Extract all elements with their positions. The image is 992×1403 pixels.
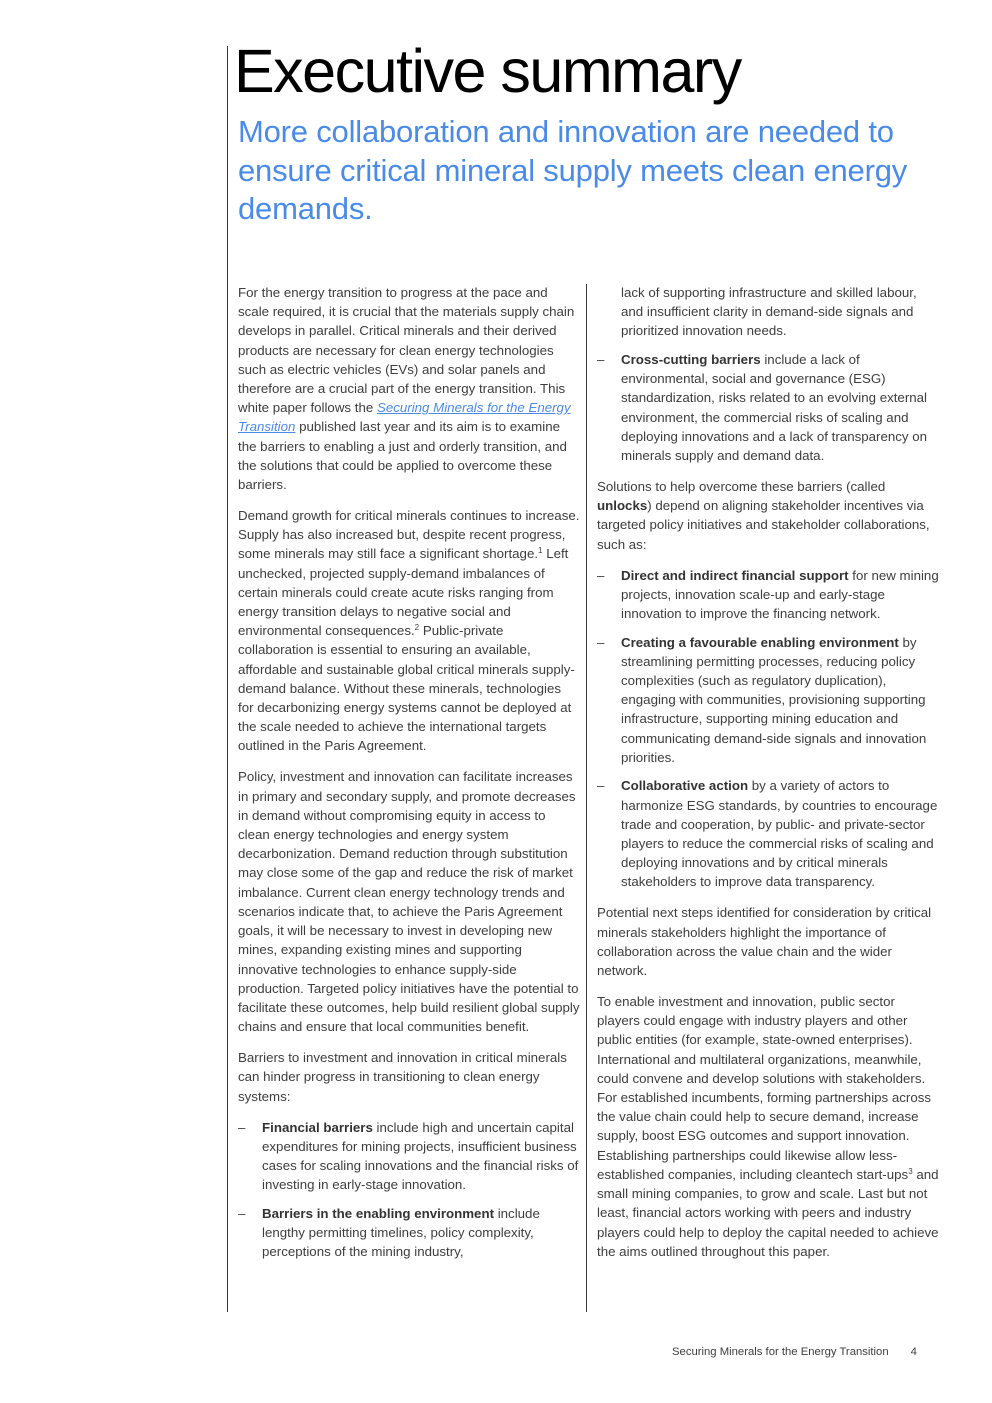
list-item-enabling-environment: – Creating a favourable enabling environment by streamlining permitting processes, reducing policy complexities (such as regulatory duplication), engaging with communities, provisioning supporting infrastructure, supporting mining education and communicating demand-side signals and innovation priorities. [597,634,927,765]
demand-growth-paragraph: Demand growth for critical minerals continues to increase. Supply has also increased but, despite recent progress, some minerals may still face a significant shortage.$^1$ Left unchecked, projected supply-demand imbalances of certain minerals could create acute risks ranging from energy transition delays to negative social and environmental consequences.$^2$ Public-private collaboration is essential to ensuring an available, affordable and sustainable global critical minerals supply-demand balance. Without these minerals, technologies for decarbonizing energy systems cannot be deployed at the scale needed to achieve the international targets outlined in the Paris Agreement. [238,508,580,754]
solutions-paragraph: Solutions to help overcome these barriers (called unlocks) depend on aligning stakeholder incentives via targeted policy initiatives and stakeholder collaborations, such as: [597,479,930,552]
list-item-collaborative-action: – Collaborative action by a variety of actors to harmonize ESG standards, by countries to encourage trade and cooperation, by public- and private-sector players to reduce the commercial risks of scaling and deploying innovations and by critical minerals stakeholders to improve data transparency. [597,778,938,890]
footnote-1[interactable]: 1 [538,546,543,556]
dash-bullet: – [597,634,605,650]
dash-bullet: – [597,778,605,794]
dash-bullet: – [597,352,605,367]
policy-paragraph: Policy, investment and innovation can facilitate increases in primary and secondary supply, and promote decreases in demand without compromising equity in access to clean energy technologies and energy system decarbonization. Demand reduction through substitution may close some of the gap and reduce the risk of market imbalance. Current clean energy technology trends and scenarios indicate that, to achieve the Paris Agreement goals, it will be necessary to invest in developing new mines, expanding existing mines and supporting innovative technologies to enhance supply-side production. Targeted policy initiatives have the potential to facilitate these outcomes, help build resilient global supply chains and ensure that local communities benefit. [238,769,580,1035]
barriers-list-continued [597,350,939,465]
left-vertical-rule [227,46,228,1312]
left-column [238,283,580,1273]
barriers-intro-paragraph: Barriers to investment and innovation in critical minerals can hinder progress in transitioning to clean energy systems: [238,1050,567,1104]
list-item-cross-cutting-barriers: – Cross-cutting barriers include a lack of environmental, social and governance (ESG) standardization, risks related to an evolving external environment, the commercial risks of scaling and deploying innovations and a lack of transparency on minerals supply and demand data. [597,352,928,464]
barriers-list [238,1118,580,1262]
list-item-financial-barriers: – Financial barriers include high and uncertain capital expenditures for mining projects, insufficient business cases for scaling innovations and the financial risks of investing in early-stage innovation. [238,1119,579,1193]
page-number: 4 [910,1346,917,1358]
page-footer [672,1346,917,1358]
dash-bullet: – [597,567,605,583]
list-item-enabling-environment-barriers: – Barriers in the enabling environment include lengthy permitting timelines, policy complexity, perceptions of the mining industry, [238,1205,540,1260]
footnote-2[interactable]: 2 [414,623,420,633]
page-title: Executive summary [234,37,741,105]
dash-bullet: – [238,1205,246,1221]
unlocks-list [597,566,939,892]
footnote-3[interactable]: 3 [908,1166,913,1176]
next-steps-paragraph: Potential next steps identified for consideration by critical minerals stakeholders highlight the importance of collaboration across the value chain and the wider network. [597,905,932,979]
intro-paragraph: For the energy transition to progress at the pace and scale required, it is crucial that the materials supply chain develops in parallel. Critical minerals and their derived products are necessary for clean energy technologies such as electric vehicles (EVs) and solar panels and therefore are a crucial part of the energy transition. This white paper follows the Securing Minerals for the Energy Transition published last year and its aim is to examine the barriers to enabling a just and orderly transition, and the solutions that could be applied to overcome these barriers. [238,285,575,493]
dash-bullet: – [238,1119,246,1135]
page-subtitle: More collaboration and innovation are needed to ensure critical mineral supply meets clean energy demands. [238,114,908,226]
right-column [597,283,939,1273]
closing-paragraph: To enable investment and innovation, public sector players could engage with industry players and other public entities (for example, state-owned enterprises). International and multilateral organizations, meanwhile, could convene and develop solutions with stakeholders. For established incumbents, forming partnerships across the value chain could help to secure demand, increase supply, boost ESG outcomes and support innovation. Establishing partnerships could likewise allow less-established companies, including cleantech start-ups$^3$ and small mining companies, to grow and scale. Last but not least, financial actors working with peers and industry players could help to deploy the capital needed to achieve the aims outlined throughout this paper. [597,994,939,1259]
list-item-continuation: lack of supporting infrastructure and skilled labour, and insufficient clarity in demand-side signals and prioritized innovation needs. [621,285,917,339]
column-divider-rule [586,284,587,1312]
securing-minerals-link[interactable]: Securing Minerals for the Energy Transition [238,400,571,435]
list-item-financial-support: – Direct and indirect financial support for new mining projects, innovation scale-up and early-stage innovation to improve the financing network. [597,567,939,622]
footer-document-title: Securing Minerals for the Energy Transition [672,1346,889,1358]
